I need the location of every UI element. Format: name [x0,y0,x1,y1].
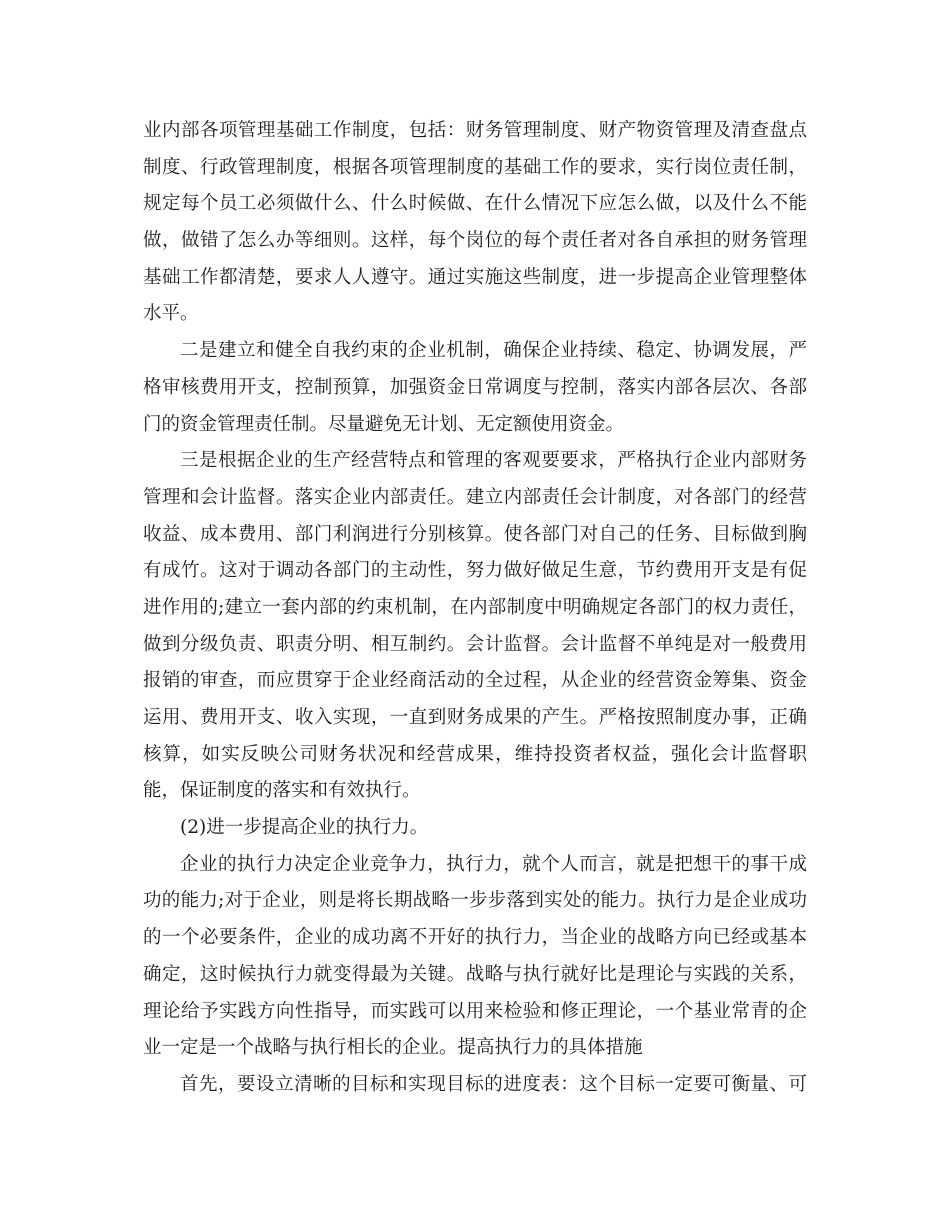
text-line: 确定，这时候执行力就变得最为关键。战略与执行就好比是理论与实践的关系， [143,963,807,985]
text-line: 格审核费用开支，控制预算，加强资金日常调度与控制，落实内部各层次、各部 [143,376,807,398]
text-line: 有成竹。这对于调动各部门的主动性，努力做好做足生意，节约费用开支是有促 [143,560,807,582]
text-line: 进作用的;建立一套内部的约束机制，在内部制度中明确规定各部门的权力责任， [143,596,807,618]
text-line: 业内部各项管理基础工作制度，包括：财务管理制度、财产物资管理及清查盘点 [143,120,807,141]
text-line: 基础工作都清楚，要求人人遵守。通过实施这些制度，进一步提高企业管理整体 [143,266,807,288]
text-line: 的一个必要条件，企业的成功离不开好的执行力，当企业的战略方向已经或基本 [143,927,807,949]
text-line: 业一定是一个战略与执行相长的企业。提高执行力的具体措施 [143,1037,643,1059]
text-line: 运用、费用开支、收入实现，一直到财务成果的产生。严格按照制度办事，正确 [143,707,807,728]
text-line: 做，做错了怎么办等细则。这样，每个岗位的每个责任者对各自承担的财务管理 [143,230,807,252]
text-line: 三是根据企业的生产经营特点和管理的客观要要求，严格执行企业内部财务 [180,450,807,472]
text-line: 制度、行政管理制度，根据各项管理制度的基础工作的要求，实行岗位责任制， [143,156,807,178]
document-body [143,113,807,1104]
text-line: 水平。 [143,303,199,325]
text-line: 做到分级负责、职责分明、相互制约。会计监督。会计监督不单纯是对一般费用 [143,633,807,655]
text-line: 规定每个员工必须做什么、什么时候做、在什么情况下应怎么做，以及什么不能 [143,193,807,215]
text-line: (2)进一步提高企业的执行力。 [180,817,429,839]
text-line: 门的资金管理责任制。尽量避免无计划、无定额使用资金。 [143,413,625,435]
text-line: 报销的审查，而应贯穿于企业经商活动的全过程，从企业的经营资金筹集、资金 [143,670,807,692]
text-line: 能，保证制度的落实和有效执行。 [143,780,421,802]
text-line: 理论给予实践方向性指导，而实践可以用来检验和修正理论，一个基业常青的企 [143,1000,807,1022]
text-line: 收益、成本费用、部门利润进行分别核算。使各部门对自己的任务、目标做到胸 [143,523,807,545]
text-line: 二是建立和健全自我约束的企业机制，确保企业持续、稳定、协调发展，严 [180,340,807,362]
text-line: 首先，要设立清晰的目标和实现目标的进度表：这个目标一定要可衡量、可 [180,1073,807,1095]
text-line: 企业的执行力决定企业竞争力，执行力，就个人而言，就是把想干的事干成 [180,853,807,875]
text-line: 功的能力;对于企业，则是将长期战略一步步落到实处的能力。执行力是企业成功 [143,890,807,912]
text-line: 核算，如实反映公司财务状况和经营成果，维持投资者权益，强化会计监督职 [143,743,807,765]
text-line: 管理和会计监督。落实企业内部责任。建立内部责任会计制度，对各部门的经营 [143,486,807,508]
